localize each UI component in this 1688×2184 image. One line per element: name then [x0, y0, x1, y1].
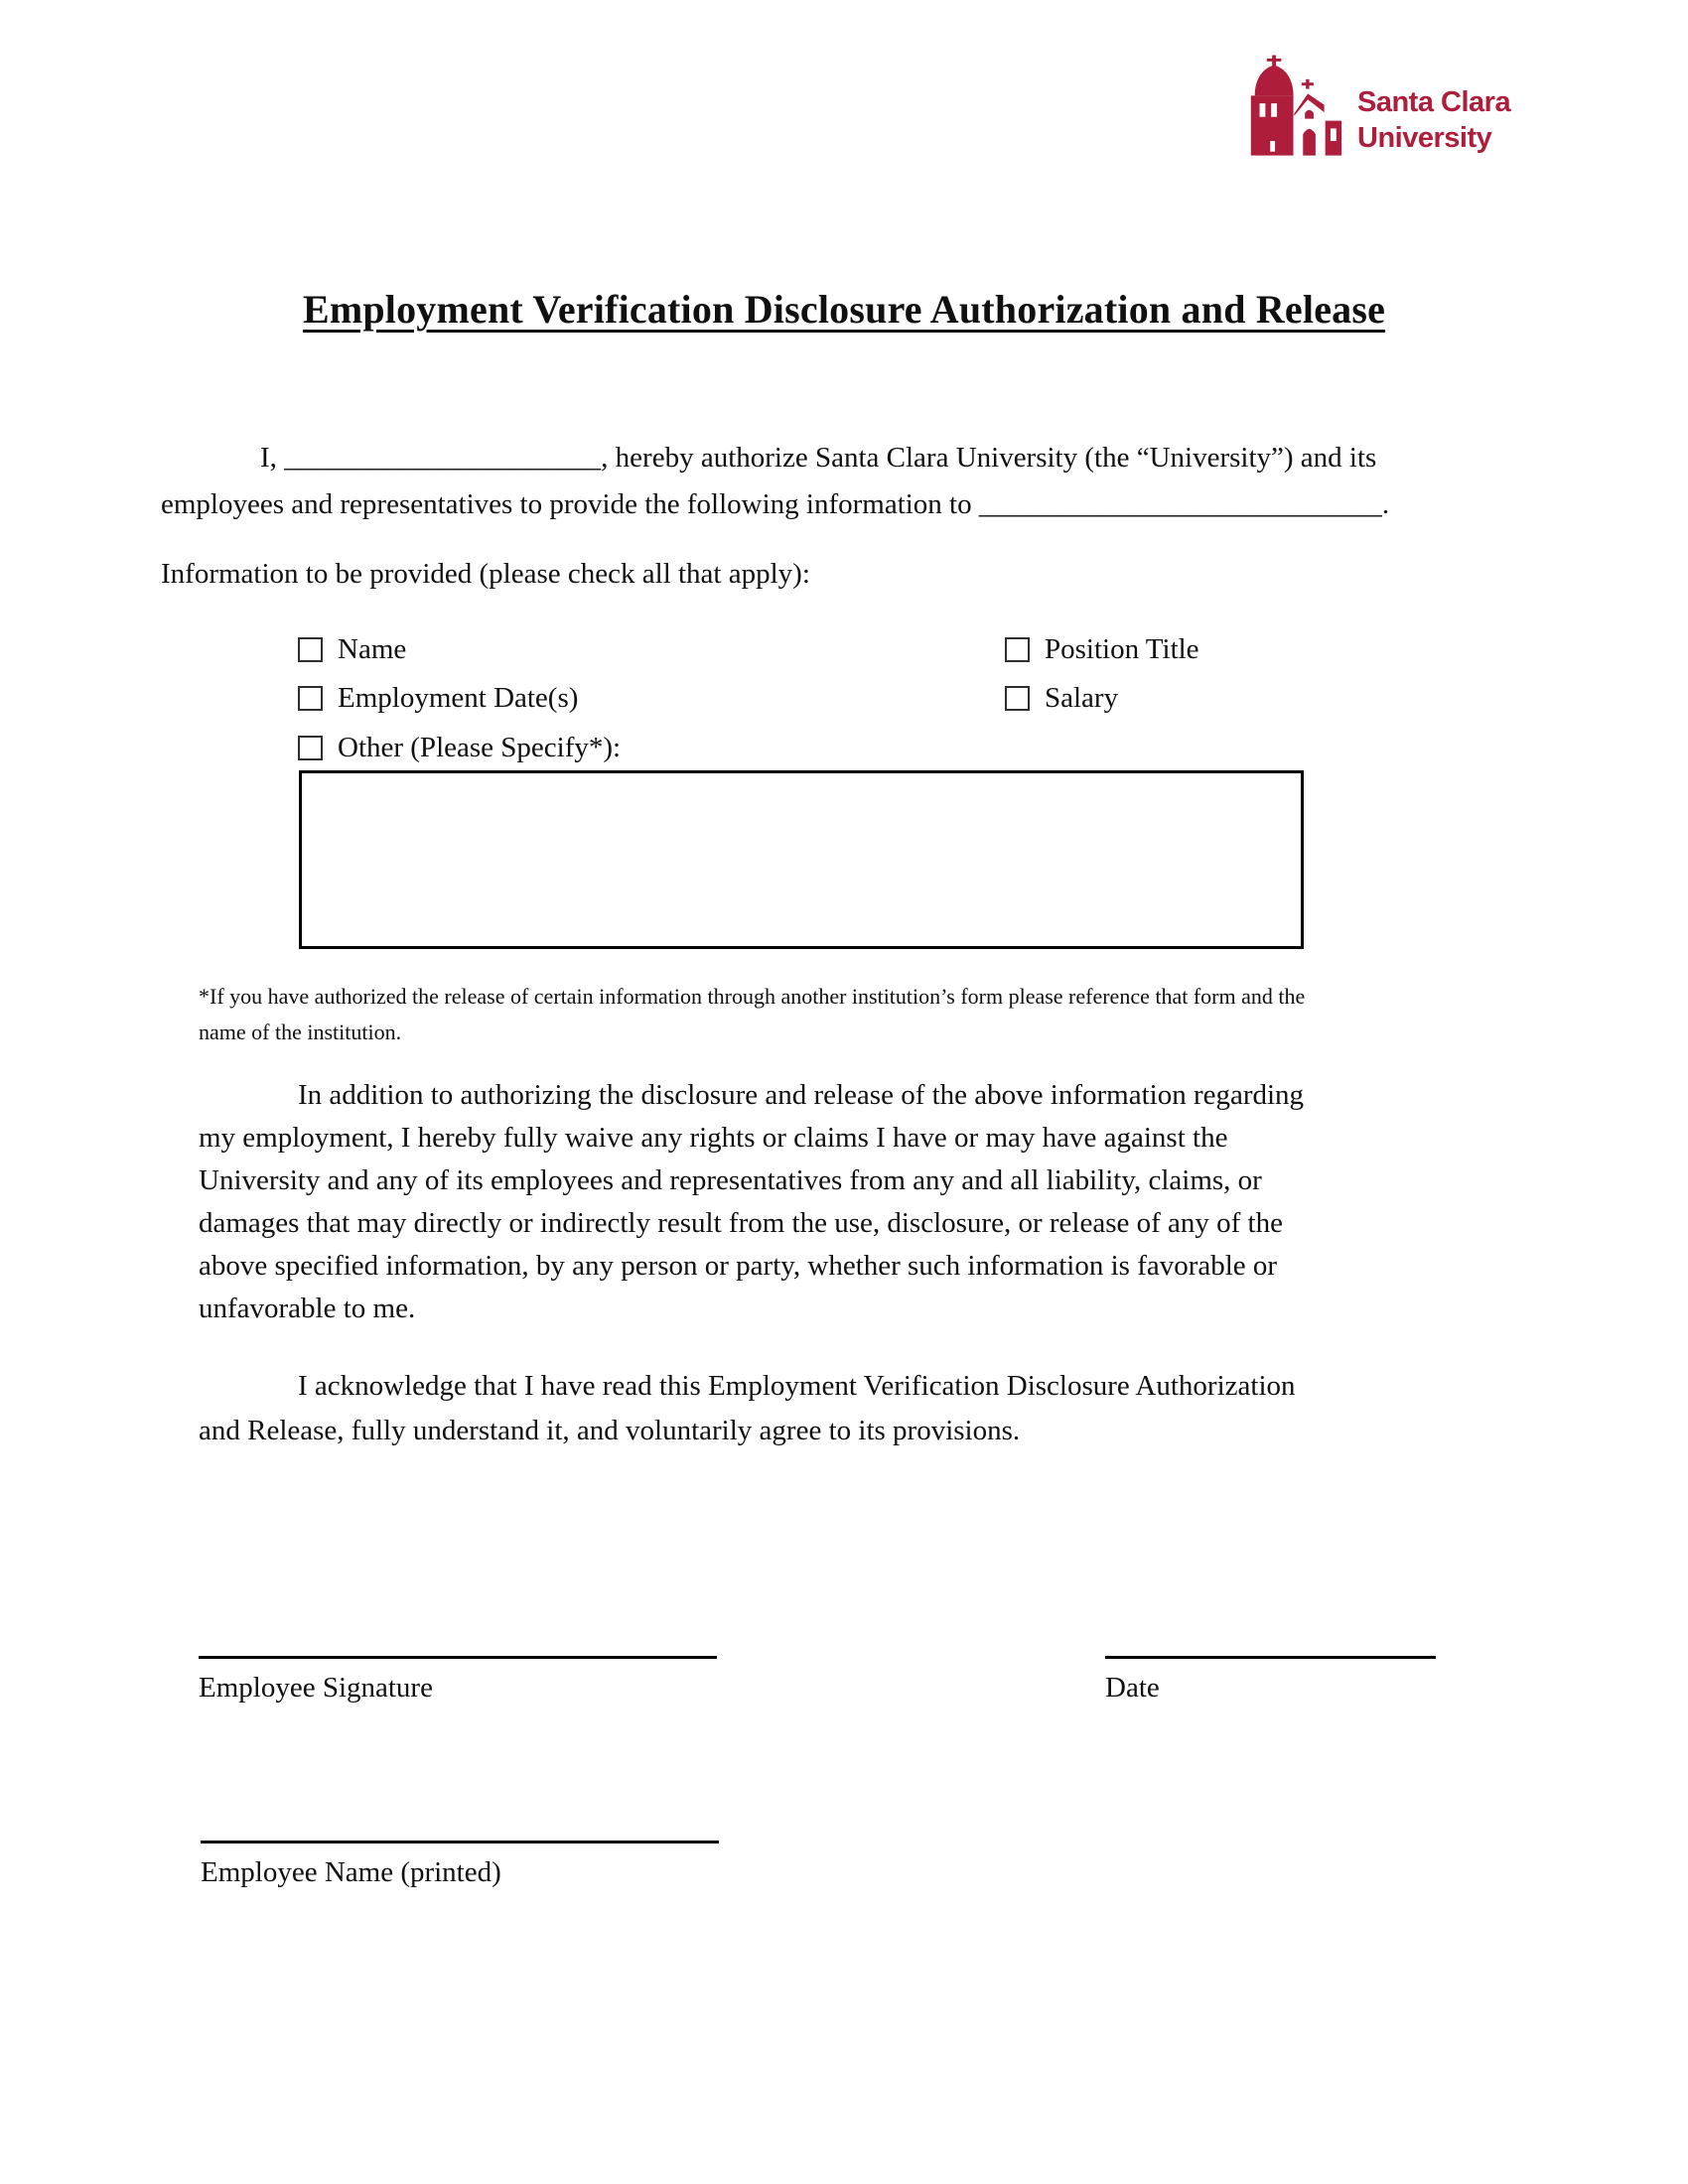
acknowledgement-paragraph	[199, 1364, 1296, 1453]
other-specify-box[interactable]	[299, 770, 1304, 949]
waiver-line-3: University and any of its employees and representatives from any and all liability, claims, or	[199, 1164, 1262, 1196]
scu-wordmark	[1357, 84, 1510, 156]
waiver-line-4: damages that may directly or indirectly result from the use, disclosure, or release of any of the	[199, 1207, 1283, 1239]
scu-wordmark-line1: Santa Clara	[1357, 86, 1511, 118]
checkbox-row-salary	[1005, 681, 1118, 715]
date-line[interactable]	[1105, 1656, 1436, 1659]
footnote-line-2: name of the institution.	[199, 1020, 402, 1044]
acknowledgement-line-1: I acknowledge that I have read this Employment Verification Disclosure Authorization	[298, 1370, 1296, 1402]
date-label: Date	[1105, 1672, 1160, 1704]
acknowledgement-line-2: and Release, fully understand it, and voluntarily agree to its provisions.	[199, 1415, 1021, 1446]
employee-name-label: Employee Name (printed)	[201, 1856, 501, 1888]
intro-period: .	[1381, 488, 1390, 520]
position-title-checkbox[interactable]	[1005, 637, 1030, 662]
other-checkbox[interactable]	[298, 736, 323, 760]
employee-name-line[interactable]	[201, 1841, 719, 1843]
intro-prefix: I,	[260, 442, 285, 474]
intro-middle: , hereby authorize Santa Clara University (the “University”) and its	[601, 442, 1377, 474]
intro-line-2	[161, 481, 1389, 528]
waiver-line-2: my employment, I hereby fully waive any rights or claims I have or may have against the	[199, 1122, 1228, 1154]
employee-signature-line[interactable]	[199, 1656, 717, 1659]
salary-checkbox[interactable]	[1005, 686, 1030, 711]
name-checkbox-label: Name	[338, 632, 407, 665]
employment-dates-checkbox-label: Employment Date(s)	[338, 681, 579, 714]
name-checkbox[interactable]	[298, 637, 323, 662]
mission-church-icon	[1244, 55, 1345, 167]
scu-logo	[1244, 55, 1510, 167]
employment-dates-checkbox[interactable]	[298, 686, 323, 711]
page-title: Employment Verification Disclosure Authorization and Release	[302, 287, 1386, 332]
recipient-blank[interactable]: ____________________________	[978, 488, 1382, 520]
other-checkbox-label: Other (Please Specify*):	[338, 731, 622, 763]
checkbox-row-employment-dates	[298, 681, 578, 715]
employee-signature-label: Employee Signature	[199, 1672, 433, 1704]
info-prompt: Information to be provided (please check all that apply):	[161, 558, 810, 590]
checkbox-row-other	[298, 731, 621, 764]
salary-checkbox-label: Salary	[1045, 681, 1119, 714]
position-title-checkbox-label: Position Title	[1045, 632, 1199, 665]
waiver-line-5: above specified information, by any person or party, whether such information is favorable or	[199, 1250, 1278, 1282]
checkbox-row-position-title	[1005, 632, 1199, 666]
intro-line2-text: employees and representatives to provide the following information to	[161, 488, 979, 520]
employee-name-blank[interactable]: ______________________	[284, 442, 602, 474]
footnote-line-1: *If you have authorized the release of certain information through another institution’s form please reference that form and the	[199, 984, 1306, 1009]
waiver-line-6: unfavorable to me.	[199, 1293, 416, 1324]
waiver-paragraph	[199, 1074, 1304, 1330]
footnote	[199, 979, 1305, 1050]
intro-line-1	[161, 435, 1389, 481]
intro-paragraph	[161, 435, 1389, 528]
scu-wordmark-line2: University	[1357, 122, 1492, 154]
checkbox-row-name	[298, 632, 406, 666]
waiver-line-1: In addition to authorizing the disclosure and release of the above information regarding	[298, 1079, 1305, 1111]
